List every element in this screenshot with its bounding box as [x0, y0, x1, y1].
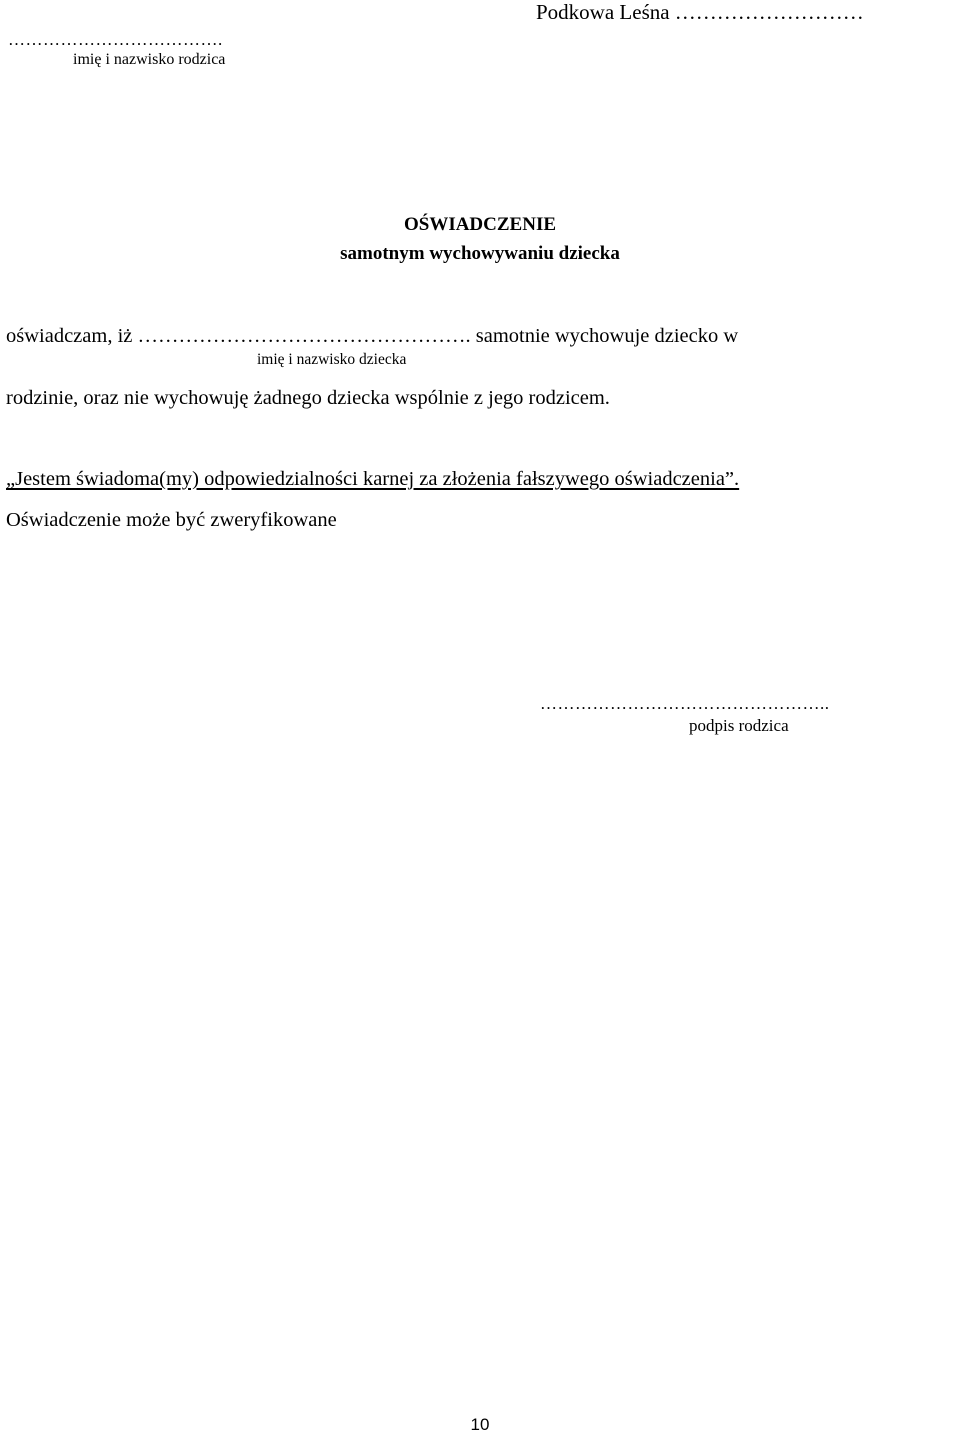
signature-caption: podpis rodzica [689, 716, 789, 735]
statement-line-1: oświadczam, iż …………………………………………. samotnie wychowuje dziecko w [6, 325, 739, 347]
document-subtitle: samotnym wychowywaniu dziecka [340, 243, 620, 264]
verification-note: Oświadczenie może być zweryfikowane [6, 509, 337, 531]
child-name-caption: imię i nazwisko dziecka [257, 351, 407, 368]
place-date-line: Podkowa Leśna ……………………… [536, 0, 864, 24]
page-number: 10 [470, 1415, 490, 1434]
statement-line-2: rodzinie, oraz nie wychowuję żadnego dziecka wspólnie z jego rodzicem. [6, 387, 610, 409]
parent-name-caption: imię i nazwisko rodzica [73, 51, 226, 68]
document-title: OŚWIADCZENIE [403, 214, 557, 235]
parent-name-blank: ………………………………. [8, 30, 223, 49]
liability-disclaimer: „Jestem świadoma(my) odpowiedzialności karnej za złożenia fałszywego oświadczenia”. [6, 468, 740, 490]
signature-blank: ………………………………………….. [540, 694, 830, 713]
